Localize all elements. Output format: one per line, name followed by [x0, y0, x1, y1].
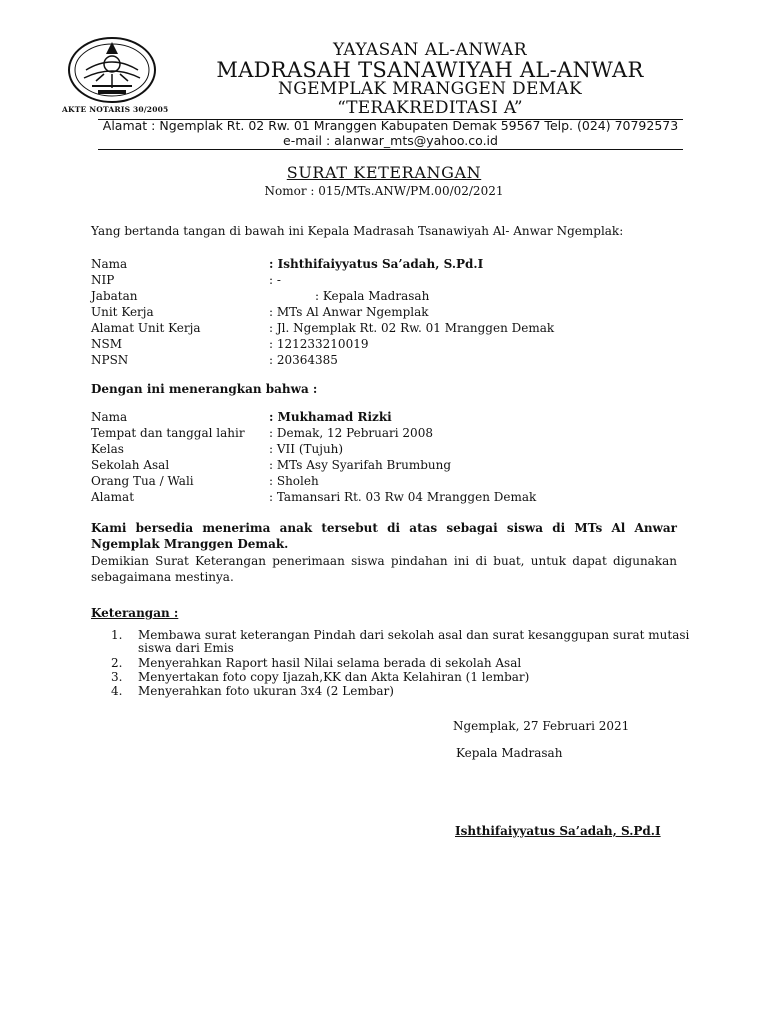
signer-position: Kepala Madrasah [456, 746, 563, 760]
akte-notaris: AKTE NOTARIS 30/2005 [62, 105, 169, 114]
header-divider-bottom [98, 149, 683, 150]
school-logo [66, 34, 158, 104]
place-date: Ngemplak, 27 Februari 2021 [453, 719, 630, 733]
foundation-name: YAYASAN AL-ANWAR [332, 40, 528, 60]
school-name: MADRASAH TSANAWIYAH AL-ANWAR [216, 58, 644, 82]
acceptance-statement: Kami bersedia menerima anak tersebut di atas sebagai siswa di MTs Al Anwar Ngemplak Mranggen Demak. [91, 521, 677, 551]
document-number: Nomor : 015/MTs.ANW/PM.00/02/2021 [264, 184, 504, 198]
school-email: e-mail : alanwar_mts@yahoo.co.id [283, 133, 498, 148]
statement-heading: Dengan ini menerangkan bahwa : [91, 382, 318, 396]
intro-text: Yang bertanda tangan di bawah ini Kepala Madrasah Tsanawiyah Al- Anwar Ngemplak: [91, 224, 624, 238]
school-location: NGEMPLAK MRANGGEN DEMAK [278, 79, 582, 99]
document-title: SURAT KETERANGAN [286, 163, 482, 182]
accreditation: “TERAKREDITASI A” [337, 98, 523, 118]
school-address: Alamat : Ngemplak Rt. 02 Rw. 01 Mranggen Kabupaten Demak 59567 Telp. (024) 70792573 [102, 118, 679, 133]
closing-statement: Demikian Surat Keterangan penerimaan siswa pindahan ini di buat, untuk dapat digunakan sebagaimana mestinya. [91, 554, 677, 584]
signer-name: Ishthifaiyyatus Sa’adah, S.Pd.I [455, 824, 661, 838]
notes-heading: Keterangan : [91, 606, 179, 620]
